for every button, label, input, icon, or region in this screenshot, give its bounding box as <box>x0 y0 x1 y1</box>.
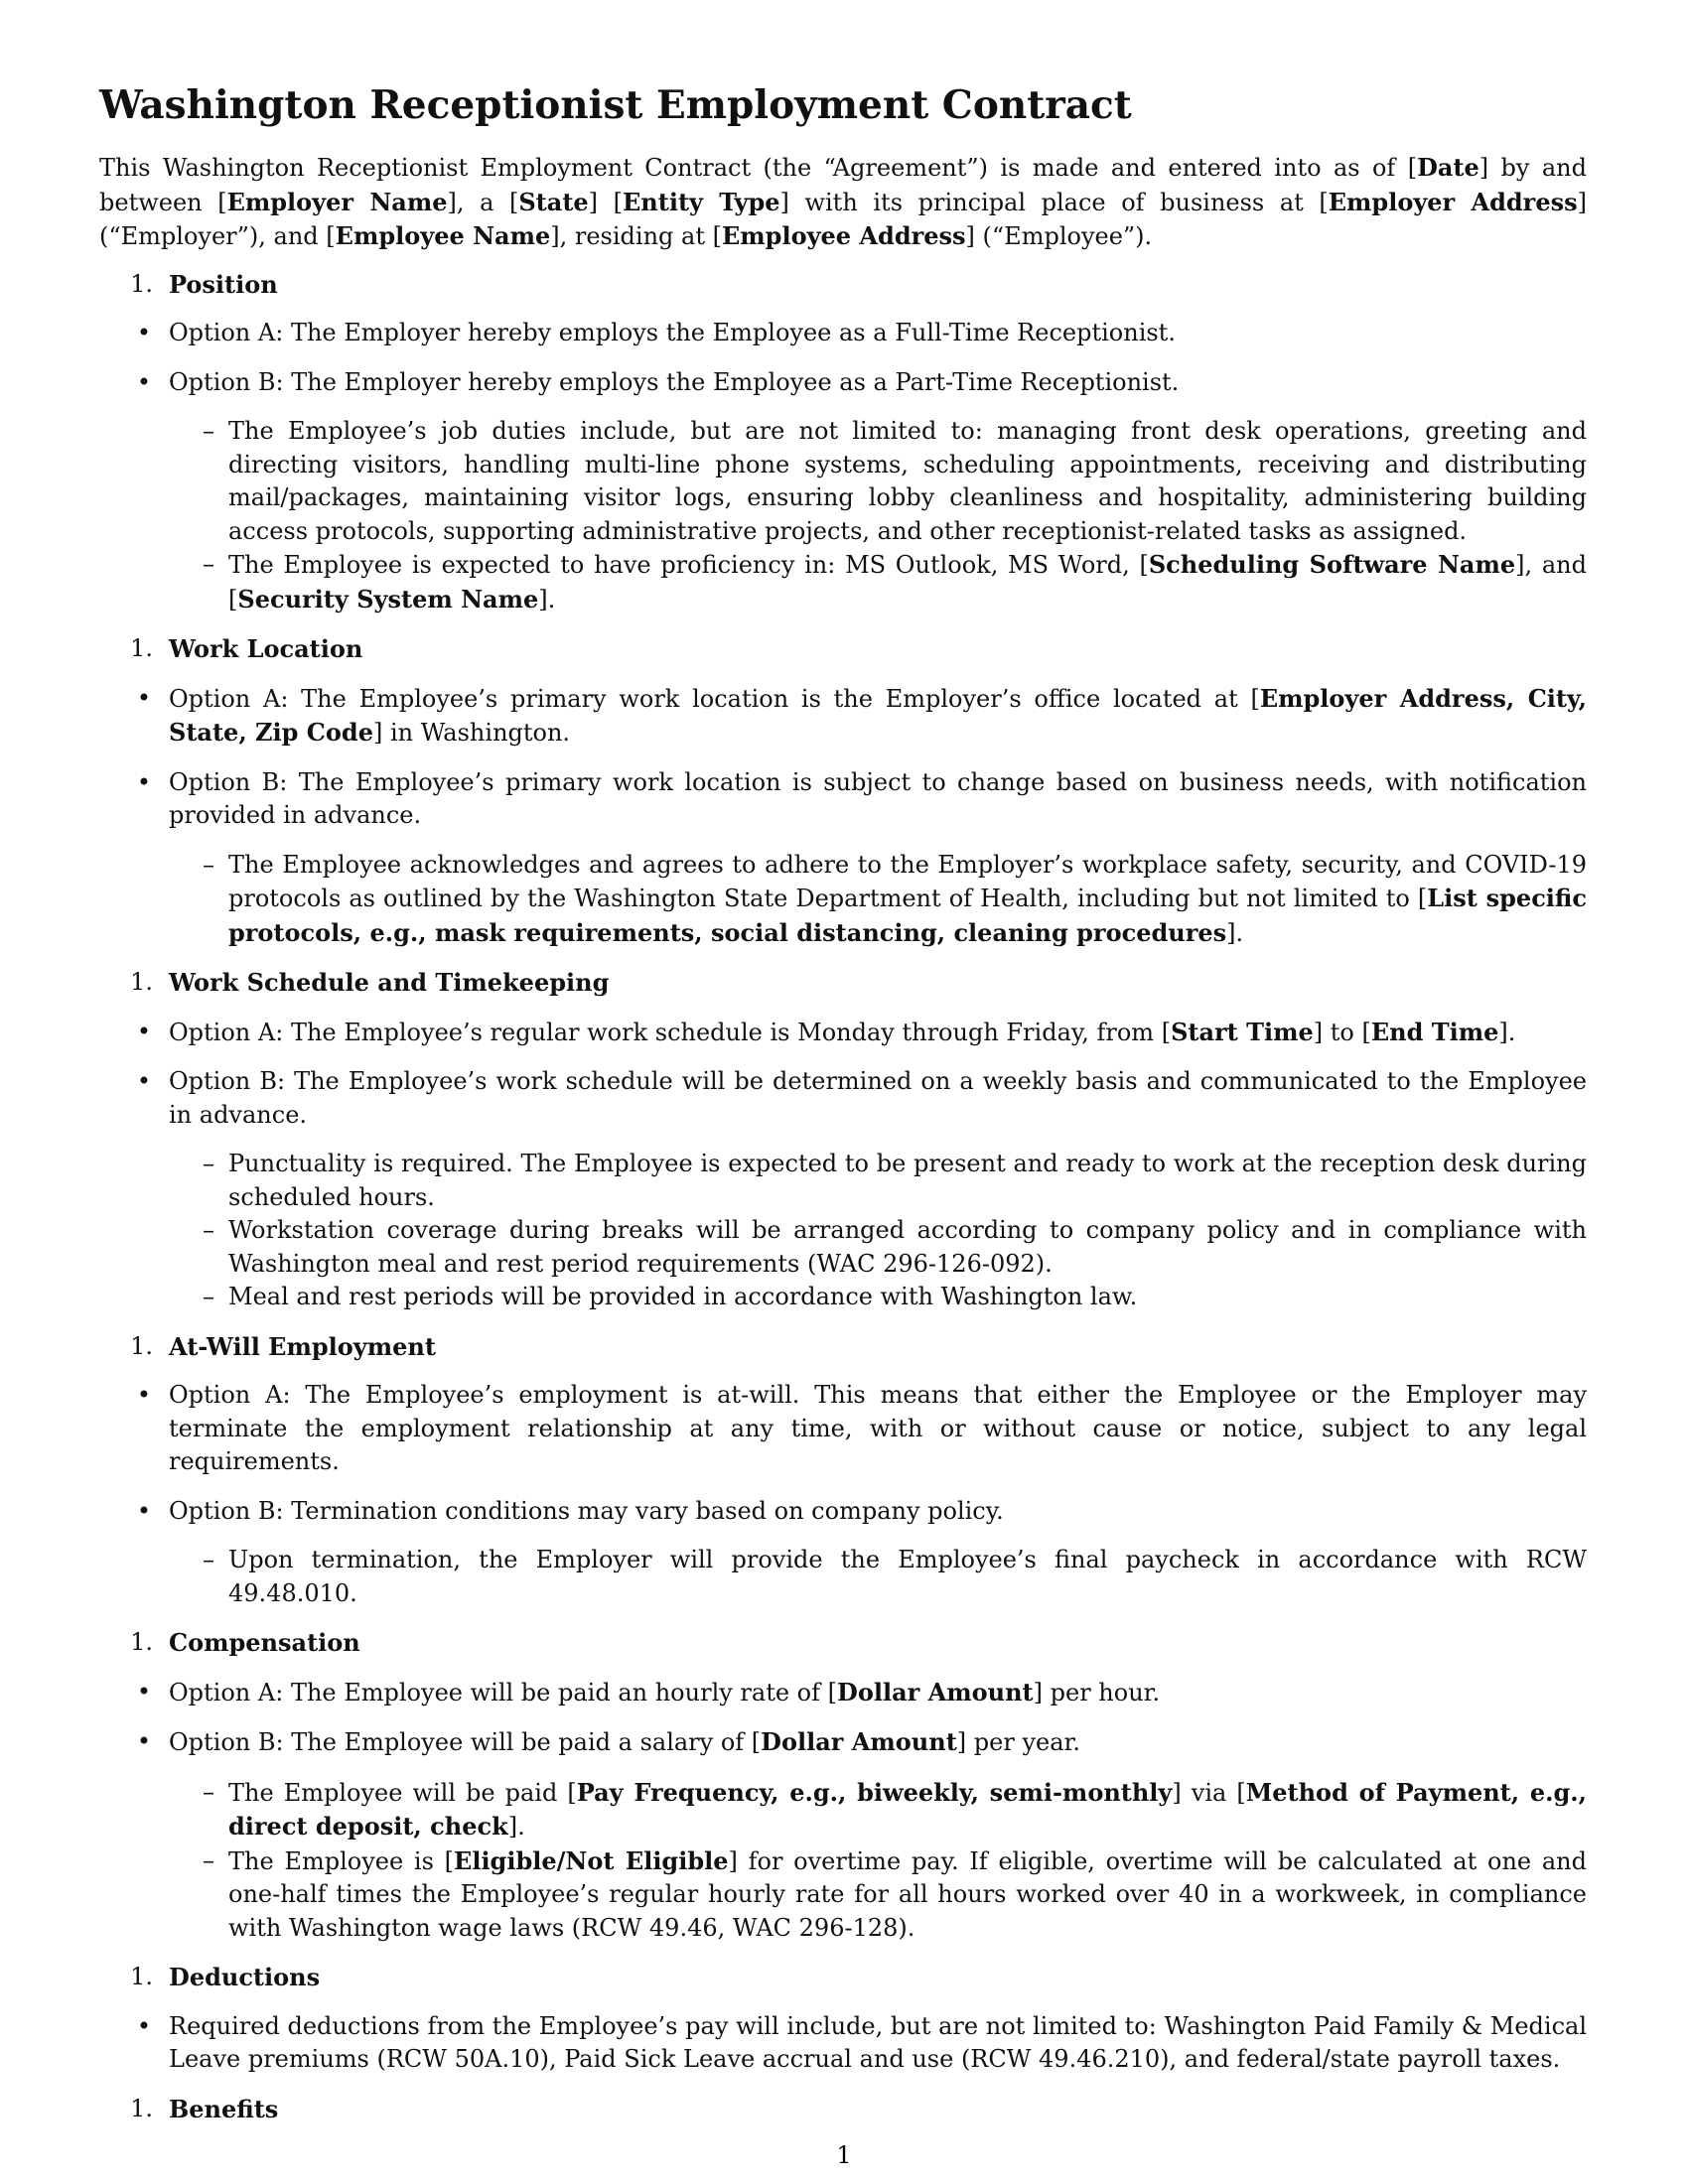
sub-item: – The Employee is expected to have proficiency in: MS Outlook, MS Word, [Scheduling Software Name], and [Security System Name]. <box>203 550 1587 614</box>
section-heading-work-schedule: 1. Work Schedule and Timekeeping <box>130 968 610 997</box>
intro-paragraph: This Washington Receptionist Employment Contract (the “Agreement”) is made and entered into as of [Date] by and between [Employer Name], a [State] [Entity Type] with its principal place of business at [Employer Address] (“Employer”), and [Employee Name], residing at [Employee Address] (“Employee”). <box>99 153 1587 250</box>
placeholder-state: State <box>518 187 589 216</box>
section-heading-compensation: 1. Compensation <box>130 1628 360 1657</box>
list-item: • Option B: The Employee’s work schedule will be determined on a weekly basis and communicated to the Employee in advance. <box>99 1065 1587 1132</box>
bullet: • <box>136 767 151 796</box>
placeholder-employee-address: Employee Address <box>721 221 966 250</box>
bullet: • <box>136 1677 151 1706</box>
bullet: • <box>136 1727 151 1755</box>
sub-item: – The Employee will be paid [Pay Frequency, e.g., biweekly, semi-monthly] via [Method of Payment, e.g., direct deposit, check]. <box>203 1777 1587 1841</box>
placeholder-employer-address: Employer Address <box>1328 187 1578 216</box>
sub-list <box>99 849 1587 951</box>
sub-list <box>99 415 1587 616</box>
bullet: • <box>136 2011 151 2040</box>
bullet: • <box>136 1067 151 1095</box>
sub-list <box>99 1776 1587 1946</box>
list-item: • Option B: The Employee will be paid a salary of [Dollar Amount] per year. <box>99 1725 1587 1760</box>
sub-item: – The Employee is [Eligible/Not Eligible] for overtime pay. If eligible, overtime will be calculated at one and one-half times the Employee’s regular hourly rate for all hours worked over 40 in a workweek, in compliance with Washington wage laws (RCW 49.46, WAC 296-128). <box>203 1845 1588 1942</box>
list-item: • Option A: The Employee’s primary work location is the Employer’s office located at [Employer Address, City, State, Zip Code] in Washington. <box>99 682 1587 751</box>
list-item: • Option A: The Employee’s employment is at-will. This means that either the Employee or the Employer may terminate the employment relationship at any time, with or without cause or notice, subject to any legal requirements. <box>99 1379 1587 1479</box>
list-item: • Required deductions from the Employee’s pay will include, but are not limited to: Washington Paid Family & Medical Leave premiums (RCW 50A.10), Paid Sick Leave accrual and use (RCW 49.46.210), and federal/state payroll taxes. <box>99 2010 1587 2077</box>
section-heading-deductions: 1. Deductions <box>130 1963 321 1991</box>
sub-list <box>99 1148 1587 1314</box>
document-title: Washington Receptionist Employment Contract <box>99 82 1132 128</box>
placeholder-date: Date <box>1417 153 1479 182</box>
bullet: • <box>136 683 151 712</box>
bullet: • <box>136 1496 151 1525</box>
list-item: • Option A: The Employee will be paid an hourly rate of [Dollar Amount] per hour. <box>99 1676 1587 1710</box>
bullet: • <box>136 1381 151 1409</box>
sub-item: – Upon termination, the Employer will provide the Employee’s final paycheck in accordance with RCW 49.48.010. <box>203 1546 1587 1607</box>
list-item: • Option B: Termination conditions may vary based on company policy. <box>99 1495 1587 1529</box>
placeholder-employer-name: Employer Name <box>226 187 448 216</box>
sub-item: – The Employee acknowledges and agrees to adhere to the Employer’s workplace safety, security, and COVID-19 protocols as outlined by the Washington State Department of Health, including but not limited to [List specific protocols, e.g., mask requirements, social distancing, cleaning procedures]. <box>203 850 1587 947</box>
placeholder-entity-type: Entity Type <box>623 187 780 216</box>
placeholder-employee-name: Employee Name <box>335 221 551 250</box>
bullet: • <box>136 319 151 346</box>
list-item: • Option A: The Employer hereby employs the Employee as a Full-Time Receptionist. <box>99 317 1587 350</box>
sub-item: – Meal and rest periods will be provided in accordance with Washington law. <box>203 1283 1138 1310</box>
page-number: 1 <box>836 2141 852 2169</box>
section-heading-at-will: 1. At-Will Employment <box>130 1331 436 1361</box>
sub-item: – The Employee’s job duties include, but are not limited to: managing front desk operations, greeting and directing visitors, handling multi-line phone systems, scheduling appointments, receiving and distributing mail/packages, maintaining visitor logs, ensuring lobby cleanliness and hospitality, administering building access protocols, supporting administrative projects, and other receptionist-related tasks as assigned. <box>203 417 1587 545</box>
bullet: • <box>136 1017 151 1045</box>
list-item: • Option B: The Employee’s primary work location is subject to change based on business needs, with notification provided in advance. <box>99 766 1587 833</box>
section-heading-position: 1. Position <box>130 269 278 299</box>
section-heading-benefits: 1. Benefits <box>130 2094 279 2123</box>
document-page <box>99 81 1587 2141</box>
sub-item: – Workstation coverage during breaks will be arranged according to company policy and in compliance with Washington meal and rest period requirements (WAC 296-126-092). <box>203 1216 1587 1278</box>
section-heading-work-location: 1. Work Location <box>130 634 363 663</box>
sub-item: – Punctuality is required. The Employee is expected to be present and ready to work at the reception desk during scheduled hours. <box>203 1150 1587 1211</box>
bullet: • <box>136 367 151 396</box>
sub-list <box>99 1544 1587 1610</box>
list-item: • Option B: The Employer hereby employs the Employee as a Part-Time Receptionist. <box>99 366 1587 400</box>
list-item: • Option A: The Employee’s regular work schedule is Monday through Friday, from [Start Time] to [End Time]. <box>99 1016 1587 1050</box>
